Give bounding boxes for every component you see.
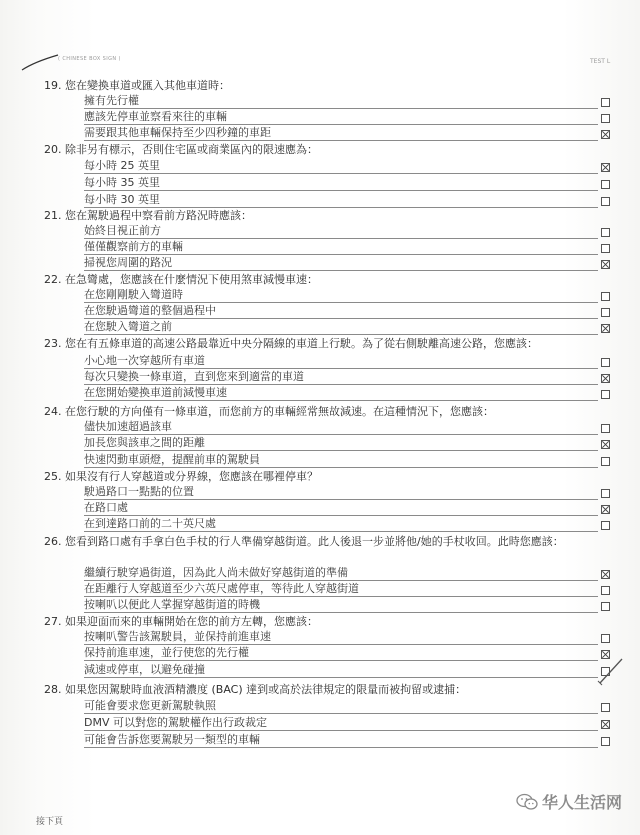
- answer-line: [84, 302, 598, 303]
- answer-option-text: 可能會告訴您要駕駛另一類型的車輛: [84, 733, 260, 746]
- answer-option-text: 加長您與該車之間的距離: [84, 436, 205, 449]
- answer-checkbox[interactable]: [601, 180, 610, 189]
- answer-checkbox[interactable]: [601, 505, 610, 514]
- answer-line: [84, 467, 598, 468]
- answer-option-text: 減速或停車，以避免碰撞: [84, 663, 205, 676]
- answer-line: [84, 207, 598, 208]
- answer-option: [84, 437, 610, 451]
- answer-option: [84, 567, 610, 581]
- answer-line: [84, 747, 598, 748]
- answer-line: [84, 318, 598, 319]
- answer-option: [84, 321, 610, 335]
- handwritten-check-icon: [596, 655, 626, 687]
- question-text: 28. 如果您因駕駛時血液酒精濃度 (BAC) 達到或高於法律規定的限量而被拘留或逮捕：: [44, 683, 467, 696]
- answer-option: [84, 111, 610, 125]
- answer-option: [84, 241, 610, 255]
- answer-option-text: 掃視您周圍的路況: [84, 256, 172, 269]
- answer-line: [84, 334, 598, 335]
- answer-line: [84, 368, 598, 369]
- answer-checkbox[interactable]: [601, 440, 610, 449]
- header-right-label: TEST L: [590, 58, 611, 65]
- answer-line: [84, 384, 598, 385]
- answer-checkbox[interactable]: [601, 602, 610, 611]
- answer-option-text: 在您開始變換車道前減慢車速: [84, 386, 227, 399]
- answer-line: [84, 580, 598, 581]
- answer-option: [84, 127, 610, 141]
- answer-option: [84, 194, 610, 208]
- answer-checkbox[interactable]: [601, 634, 610, 643]
- answer-checkbox[interactable]: [601, 521, 610, 530]
- answer-option: [84, 599, 610, 613]
- answer-option-text: 繼續行駛穿過街道，因為此人尚未做好穿越街道的準備: [84, 566, 348, 579]
- answer-option: [84, 95, 610, 109]
- answer-line: [84, 644, 598, 645]
- answer-checkbox[interactable]: [601, 228, 610, 237]
- watermark: [516, 790, 622, 813]
- answer-checkbox[interactable]: [601, 424, 610, 433]
- question-text: 20. 除非另有標示，否則住宅區或商業區內的限速應為：: [44, 143, 318, 156]
- answer-option: [84, 734, 610, 748]
- answer-checkbox[interactable]: [601, 98, 610, 107]
- answer-checkbox[interactable]: [601, 163, 610, 172]
- answer-option-text: 僅僅觀察前方的車輛: [84, 240, 183, 253]
- answer-checkbox[interactable]: [601, 130, 610, 139]
- answer-checkbox[interactable]: [601, 489, 610, 498]
- answer-checkbox[interactable]: [601, 720, 610, 729]
- answer-line: [84, 612, 598, 613]
- answer-option-text: 在您駛過彎道的整個過程中: [84, 304, 216, 317]
- answer-checkbox[interactable]: [601, 703, 610, 712]
- answer-checkbox[interactable]: [601, 570, 610, 579]
- question-text: 22. 在急彎處，您應該在什麼情況下使用煞車減慢車速：: [44, 273, 318, 286]
- answer-option: [84, 454, 610, 468]
- answer-checkbox[interactable]: [601, 260, 610, 269]
- answer-line: [84, 677, 598, 678]
- answer-option-text: 每次只變換一條車道，直到您來到適當的車道: [84, 370, 304, 383]
- answer-line: [84, 400, 598, 401]
- header-left-label: ( CHINESE BOX SIGN ): [58, 56, 121, 62]
- answer-option: [84, 305, 610, 319]
- answer-checkbox[interactable]: [601, 292, 610, 301]
- answer-option: [84, 631, 610, 645]
- answer-checkbox[interactable]: [601, 374, 610, 383]
- answer-option: [84, 647, 610, 661]
- answer-checkbox[interactable]: [601, 358, 610, 367]
- answer-option-text: 應該先停車並察看來往的車輛: [84, 110, 227, 123]
- answer-option-text: 每小時 25 英里: [84, 159, 160, 172]
- answer-line: [84, 531, 598, 532]
- answer-line: [84, 270, 598, 271]
- answer-option-text: 保持前進車速，並行使您的先行權: [84, 646, 249, 659]
- answer-option-text: 在您剛剛駛入彎道時: [84, 288, 183, 301]
- answer-option-text: 每小時 35 英里: [84, 176, 160, 189]
- answer-checkbox[interactable]: [601, 114, 610, 123]
- answer-option-text: 小心地一次穿越所有車道: [84, 354, 205, 367]
- answer-option: [84, 421, 610, 435]
- answer-option-text: 在到達路口前的二十英尺處: [84, 517, 216, 530]
- answer-option: [84, 700, 610, 714]
- question-text: 27. 如果迎面而來的車輛開始在您的前方左轉，您應該：: [44, 615, 318, 628]
- answer-option-text: 每小時 30 英里: [84, 193, 160, 206]
- answer-option-text: 可能會要求您更新駕駛執照: [84, 699, 216, 712]
- answer-option-text: 在路口處: [84, 501, 128, 514]
- question-text: 24. 在您行駛的方向僅有一條車道，而您前方的車輛經常無故減速。在這種情況下，您應該：: [44, 405, 494, 418]
- answer-checkbox[interactable]: [601, 737, 610, 746]
- answer-line: [84, 515, 598, 516]
- answer-option-text: 快速閃動車頭燈，提醒前車的駕駛員: [84, 453, 260, 466]
- answer-checkbox[interactable]: [601, 244, 610, 253]
- answer-line: [84, 434, 598, 435]
- answer-option-text: 儘快加速超過該車: [84, 420, 172, 433]
- answer-option-text: 擁有先行權: [84, 94, 139, 107]
- answer-option-text: 按喇叭警告該駕駛員，並保持前進車速: [84, 630, 271, 643]
- answer-checkbox[interactable]: [601, 308, 610, 317]
- answer-option-text: DMV 可以對您的駕駛權作出行政裁定: [84, 716, 267, 729]
- answer-option-text: 需要跟其他車輛保持至少四秒鐘的車距: [84, 126, 271, 139]
- answer-line: [84, 140, 598, 141]
- answer-line: [84, 124, 598, 125]
- answer-option-text: 在您駛入彎道之前: [84, 320, 172, 333]
- answer-line: [84, 108, 598, 109]
- question-text: 19. 您在變換車道或匯入其他車道時：: [44, 79, 230, 92]
- answer-option: [84, 257, 610, 271]
- pen-stroke-mark: [20, 52, 60, 74]
- answer-checkbox[interactable]: [601, 197, 610, 206]
- answer-option: [84, 177, 610, 191]
- answer-line: [84, 254, 598, 255]
- answer-option: [84, 664, 610, 678]
- continue-next-page: 接下頁: [36, 817, 64, 827]
- answer-option: [84, 371, 610, 385]
- answer-option: [84, 583, 610, 597]
- answer-option-text: 在距離行人穿越道至少六英尺處停車，等待此人穿越街道: [84, 582, 359, 595]
- answer-option: [84, 225, 610, 239]
- answer-checkbox[interactable]: [601, 457, 610, 466]
- answer-option: [84, 486, 610, 500]
- answer-line: [84, 499, 598, 500]
- question-text: 23. 您在有五條車道的高速公路最靠近中央分隔線的車道上行駛。為了從右側駛離高速公路，您應該：: [44, 337, 538, 350]
- answer-option: [84, 518, 610, 532]
- answer-line: [84, 596, 598, 597]
- answer-line: [84, 713, 598, 714]
- question-text: 26. 您看到路口處有手拿白色手杖的行人準備穿越街道。此人後退一步並將他/她的手杖收回。此時您應該：: [44, 535, 564, 548]
- answer-line: [84, 190, 598, 191]
- answer-line: [84, 660, 598, 661]
- answer-line: [84, 238, 598, 239]
- answer-line: [84, 730, 598, 731]
- watermark-text: 华人生活网: [542, 793, 623, 812]
- answer-option: [84, 502, 610, 516]
- question-text: 25. 如果沒有行人穿越道或分界線，您應該在哪裡停車？: [44, 470, 318, 483]
- answer-checkbox[interactable]: [601, 586, 610, 595]
- answer-option: [84, 387, 610, 401]
- answer-option-text: 始終目視正前方: [84, 224, 161, 237]
- answer-checkbox[interactable]: [601, 324, 610, 333]
- answer-option: [84, 160, 610, 174]
- answer-option: [84, 289, 610, 303]
- answer-line: [84, 450, 598, 451]
- answer-option: [84, 355, 610, 369]
- answer-line: [84, 173, 598, 174]
- answer-checkbox[interactable]: [601, 390, 610, 399]
- answer-option-text: 駛過路口一點點的位置: [84, 485, 194, 498]
- question-text: 21. 您在駕駛過程中察看前方路況時應該：: [44, 209, 252, 222]
- wechat-icon: [516, 793, 538, 811]
- answer-option: [84, 717, 610, 731]
- answer-option-text: 按喇叭以便此人掌握穿越街道的時機: [84, 598, 260, 611]
